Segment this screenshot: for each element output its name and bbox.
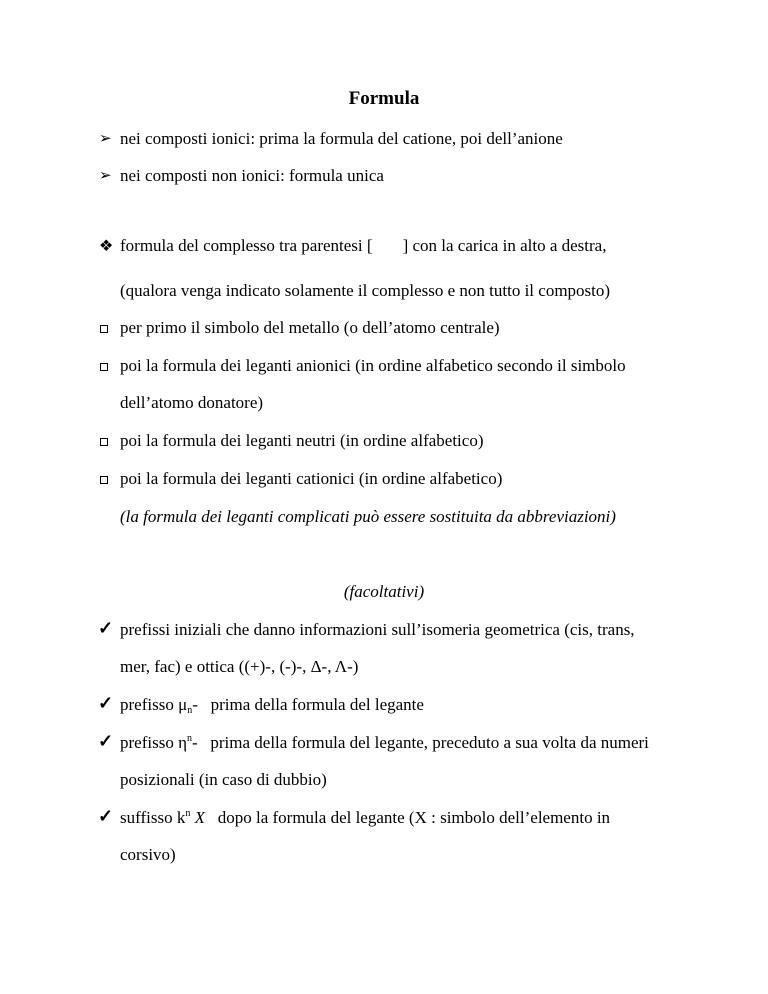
check-item-4-sup: n <box>185 808 191 819</box>
square-bullet-icon <box>100 476 108 484</box>
square-item-4: poi la formula dei leganti cationici (in ordine alfabetico) <box>120 469 503 488</box>
diamond-item-text-a: formula del complesso tra parentesi [ <box>120 236 373 255</box>
check-item-3-sup: n <box>186 733 192 744</box>
check-item-4-rest: dopo la formula del legante (X : simbolo dell’elemento in <box>204 808 611 827</box>
optional-heading: (facoltativi) <box>343 582 425 601</box>
diamond-item-line-1 <box>120 236 606 256</box>
check-item-3-prefix: prefisso η <box>120 733 187 752</box>
four-diamond-bullet-icon: ❖ <box>99 238 114 255</box>
arrow-bullet-icon: ➢ <box>99 131 112 147</box>
check-item-2-sub: n <box>187 705 193 716</box>
check-item-2-rest: - prima della formula del legante <box>192 695 424 714</box>
check-bullet-icon: ✓ <box>98 618 114 638</box>
check-bullet-icon: ✓ <box>98 693 114 713</box>
square-item-2-line-1: poi la formula dei leganti anionici (in ordine alfabetico secondo il simbolo <box>120 356 626 375</box>
italic-note: (la formula dei leganti complicati può essere sostituita da abbreviazioni) <box>120 507 616 526</box>
square-item-3: poi la formula dei leganti neutri (in ordine alfabetico) <box>120 431 484 450</box>
check-item-4-line-1 <box>120 808 610 828</box>
check-item-4-x: X <box>190 808 205 827</box>
arrow-bullet-icon: ➢ <box>99 168 112 184</box>
square-item-1: per primo il simbolo del metallo (o dell’atomo centrale) <box>120 318 500 337</box>
square-bullet-icon <box>100 363 108 371</box>
check-item-2-prefix: prefisso μ <box>120 695 188 714</box>
square-bullet-icon <box>100 325 108 333</box>
check-item-1-line-2: mer, fac) e ottica ((+)-, (-)-, Δ-, Λ-) <box>120 657 359 676</box>
check-item-3-line-2: posizionali (in caso di dubbio) <box>120 770 327 789</box>
arrow-item-2: nei composti non ionici: formula unica <box>120 166 384 185</box>
check-bullet-icon: ✓ <box>98 731 114 751</box>
check-item-3-line-1 <box>120 733 649 753</box>
square-item-2-line-2: dell’atomo donatore) <box>120 393 264 412</box>
check-item-3-rest: - prima della formula del legante, preceduto a sua volta da numeri <box>191 733 649 752</box>
check-item-2 <box>120 695 424 715</box>
check-item-4-line-2: corsivo) <box>120 845 176 864</box>
check-item-1-line-1: prefissi iniziali che danno informazioni sull’isomeria geometrica (cis, trans, <box>120 620 635 639</box>
check-bullet-icon: ✓ <box>98 806 114 826</box>
check-item-4-prefix: suffisso k <box>120 808 186 827</box>
arrow-item-1: nei composti ionici: prima la formula del catione, poi dell’anione <box>120 129 563 148</box>
square-bullet-icon <box>100 438 108 446</box>
diamond-item-text-b: ] con la carica in alto a destra, <box>402 236 607 255</box>
page-title: Formula <box>348 88 420 109</box>
diamond-item-line-2: (qualora venga indicato solamente il complesso e non tutto il composto) <box>120 281 611 300</box>
